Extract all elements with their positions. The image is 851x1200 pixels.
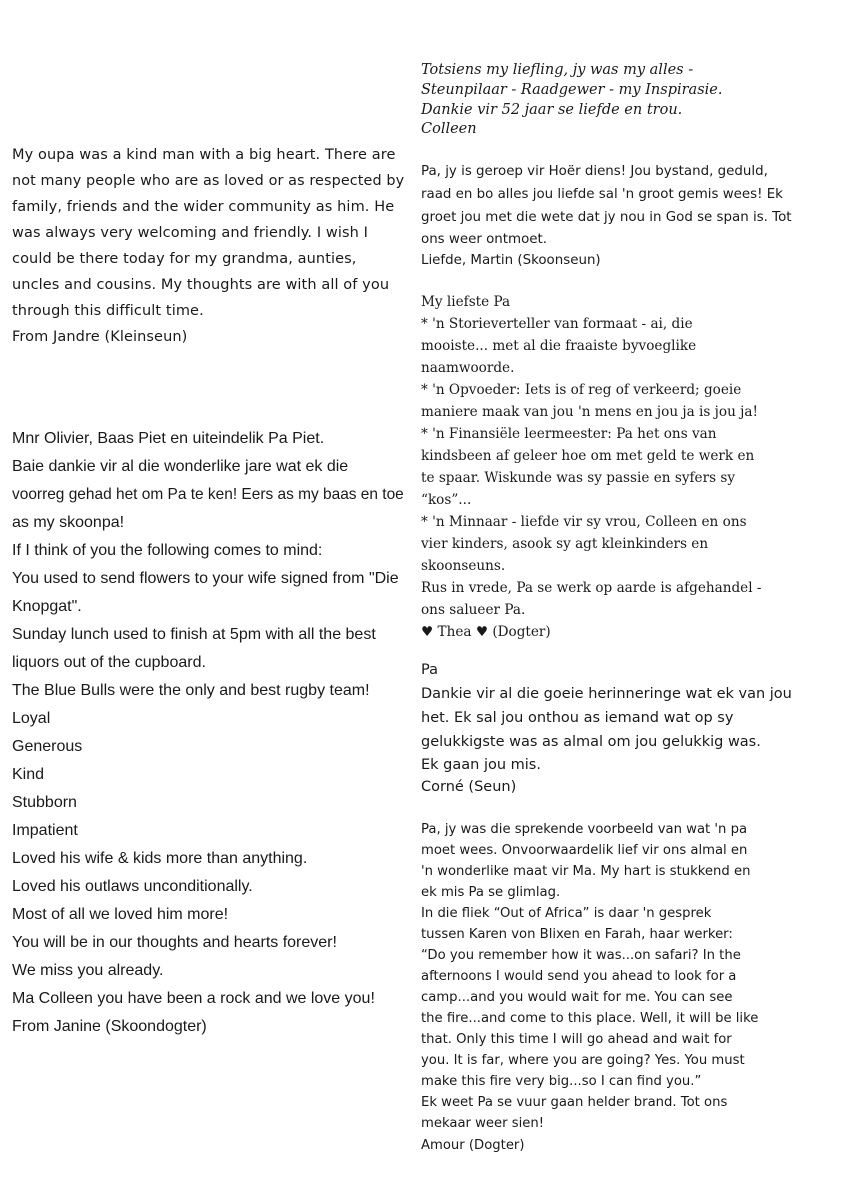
- text-line: that. Only this time I will go ahead and wait for: [421, 1032, 732, 1047]
- text-line: raad en bo alles jou liefde sal 'n groot gemis wees! Ek: [421, 187, 783, 202]
- text-line: groet jou met die wete dat jy nou in God se span is. Tot: [421, 210, 792, 225]
- text-line: Most of all we loved him more!: [12, 906, 229, 923]
- text-line: Sunday lunch used to finish at 5pm with all the best: [12, 626, 376, 643]
- text-line: If I think of you the following comes to mind:: [12, 542, 323, 559]
- text-line: Rus in vrede, Pa se werk op aarde is afgehandel -: [421, 580, 762, 596]
- text-line: Knopgat".: [12, 598, 82, 615]
- text-line: 'n wonderlike maat vir Ma. My hart is stukkend en: [421, 864, 751, 879]
- text-line: vier kinders, asook sy agt kleinkinders en: [421, 536, 709, 552]
- text-line: voorreg gehad het om Pa te ken! Eers as my baas en toe: [12, 486, 404, 503]
- signature-line: Amour (Dogter): [421, 1138, 525, 1153]
- text-line: Loved his outlaws unconditionally.: [12, 878, 253, 895]
- text-line: Steunpilaar - Raadgewer - my Inspirasie.: [421, 82, 723, 98]
- text-line: * 'n Minnaar - liefde vir sy vrou, Colleen en ons: [421, 514, 747, 530]
- signature-line: From Jandre (Kleinseun): [12, 329, 188, 345]
- text-line: uncles and cousins. My thoughts are with all of you: [12, 277, 390, 293]
- text-line: mooiste... met al die fraaiste byvoeglike: [421, 338, 697, 354]
- text-line: make this fire very big...so I can find you.”: [421, 1074, 702, 1089]
- text-line: het. Ek sal jou onthou as iemand wat op sy: [421, 710, 734, 726]
- signature-relation: (Dogter): [488, 624, 551, 640]
- signature-line: [421, 624, 551, 640]
- text-line: * 'n Finansiële leermeester: Pa het ons van: [421, 426, 717, 442]
- text-line: liquors out of the cupboard.: [12, 654, 206, 671]
- text-line: ons weer ontmoet.: [421, 232, 548, 247]
- text-line: My oupa was a kind man with a big heart. There are: [12, 147, 396, 163]
- text-line: Loyal: [12, 710, 51, 727]
- text-line: In die fliek “Out of Africa” is daar 'n gesprek: [421, 906, 712, 921]
- signature-line: Liefde, Martin (Skoonseun): [421, 253, 601, 268]
- text-line: gelukkigste was as almal om jou gelukkig was.: [421, 734, 761, 750]
- text-line: Ma Colleen you have been a rock and we love you!: [12, 990, 375, 1007]
- text-line: te spaar. Wiskunde was sy passie en syfers sy: [421, 470, 736, 486]
- text-line: Ek weet Pa se vuur gaan helder brand. Tot ons: [421, 1095, 728, 1110]
- text-line: Pa, jy is geroep vir Hoër diens! Jou bystand, geduld,: [421, 164, 768, 179]
- greeting-line: Pa: [421, 662, 438, 678]
- text-line: tussen Karen von Blixen en Farah, haar werker:: [421, 927, 733, 942]
- text-line: Ek gaan jou mis.: [421, 757, 541, 773]
- text-line: camp...and you would wait for me. You can see: [421, 990, 733, 1005]
- text-line: Mnr Olivier, Baas Piet en uiteindelik Pa Piet.: [12, 430, 325, 447]
- text-line: ek mis Pa se glimlag.: [421, 885, 561, 900]
- text-line: Dankie vir al die goeie herinneringe wat ek van jou: [421, 686, 792, 702]
- text-line: Baie dankie vir al die wonderlike jare wat ek die: [12, 458, 349, 475]
- text-line: Pa, jy was die sprekende voorbeeld van wat 'n pa: [421, 822, 748, 837]
- text-line: Kind: [12, 766, 45, 783]
- text-line: as my skoonpa!: [12, 514, 125, 531]
- text-line: through this difficult time.: [12, 303, 204, 319]
- text-line: Dankie vir 52 jaar se liefde en trou.: [421, 102, 683, 118]
- text-line: the fire...and come to this place. Well, it will be like: [421, 1011, 759, 1026]
- text-line: could be there today for my grandma, aunties,: [12, 251, 357, 267]
- text-line: You used to send flowers to your wife signed from "Die: [12, 570, 399, 587]
- text-line: maniere maak van jou 'n mens en jou ja is jou ja!: [421, 404, 758, 420]
- text-line: You will be in our thoughts and hearts forever!: [12, 934, 337, 951]
- heart-icon: ♥: [475, 624, 488, 640]
- text-line: Stubborn: [12, 794, 77, 811]
- text-line: “kos”...: [421, 492, 472, 508]
- signature-line: Colleen: [421, 121, 477, 137]
- text-line: naamwoorde.: [421, 360, 515, 376]
- text-line: was always very welcoming and friendly. I wish I: [12, 225, 369, 241]
- text-line: kindsbeen af geleer hoe om met geld te werk en: [421, 448, 755, 464]
- text-line: ons salueer Pa.: [421, 602, 526, 618]
- text-line: Impatient: [12, 822, 78, 839]
- text-line: moet wees. Onvoorwaardelik lief vir ons almal en: [421, 843, 748, 858]
- text-line: Loved his wife & kids more than anything.: [12, 850, 308, 867]
- text-line: Totsiens my liefling, jy was my alles -: [421, 62, 694, 78]
- text-line: afternoons I would send you ahead to look for a: [421, 969, 737, 984]
- text-line: The Blue Bulls were the only and best rugby team!: [12, 682, 370, 699]
- text-line: “Do you remember how it was...on safari? In the: [421, 948, 741, 963]
- text-line: * 'n Storieverteller van formaat - ai, die: [421, 316, 693, 332]
- text-line: skoonseuns.: [421, 558, 506, 574]
- signature-name: Thea: [433, 624, 476, 640]
- text-line: * 'n Opvoeder: Iets is of reg of verkeerd; goeie: [421, 382, 742, 398]
- text-line: not many people who are as loved or as respected by: [12, 173, 405, 189]
- text-line: We miss you already.: [12, 962, 164, 979]
- text-line: Generous: [12, 738, 83, 755]
- heart-icon: ♥: [421, 624, 434, 640]
- text-line: mekaar weer sien!: [421, 1116, 545, 1131]
- greeting-line: My liefste Pa: [421, 294, 511, 310]
- text-line: you. It is far, where you are going? Yes. You must: [421, 1053, 745, 1068]
- signature-line: Corné (Seun): [421, 779, 517, 795]
- text-line: family, friends and the wider community as him. He: [12, 199, 395, 215]
- signature-line: From Janine (Skoondogter): [12, 1018, 207, 1035]
